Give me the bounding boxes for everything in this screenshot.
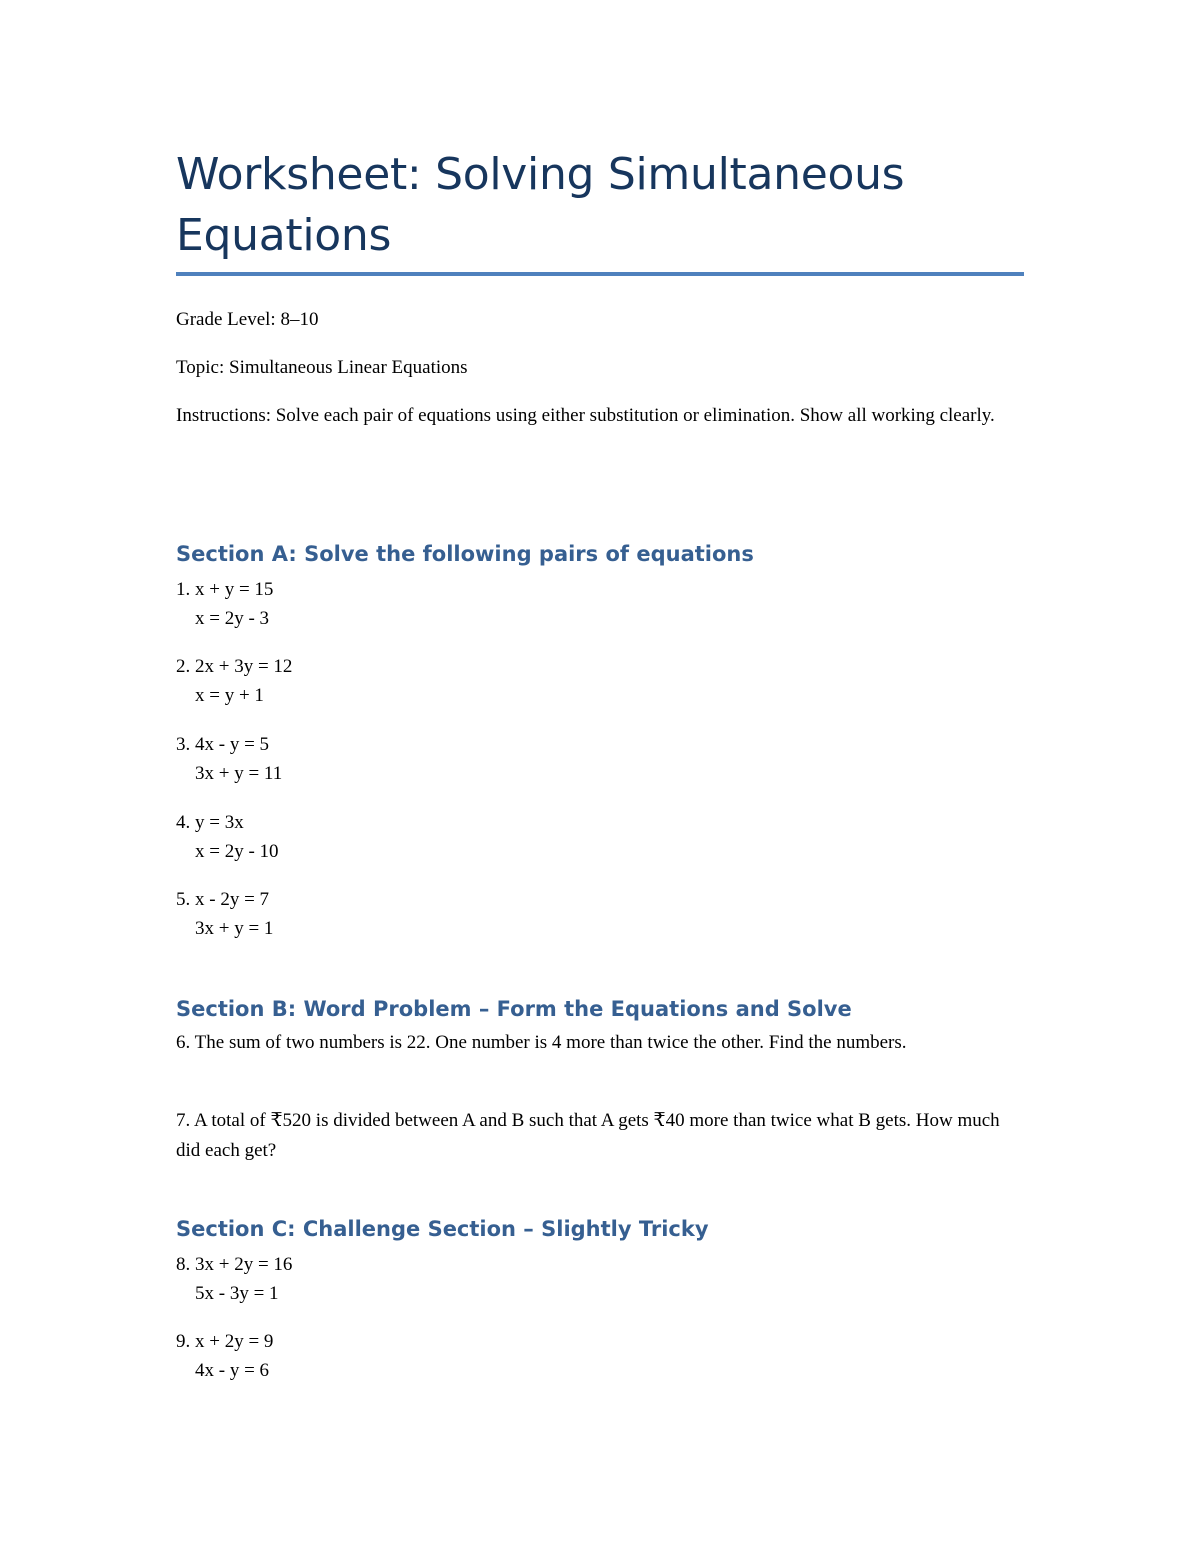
problem-2-eq2: x = y + 1 xyxy=(195,685,264,706)
problem-5 xyxy=(176,885,1024,943)
problem-9-eq1: 9. x + 2y = 9 xyxy=(176,1331,274,1352)
problem-6: 6. The sum of two numbers is 22. One number is 4 more than twice the other. Find the numbers. xyxy=(176,1032,907,1053)
problem-1-eq1: 1. x + y = 15 xyxy=(176,579,274,600)
problem-7: 7. A total of ₹520 is divided between A and B such that A gets ₹40 more than twice what B gets. How much did each get? xyxy=(176,1110,1000,1161)
problem-1-eq2: x = 2y - 3 xyxy=(195,608,270,629)
topic: Topic: Simultaneous Linear Equations xyxy=(176,357,468,378)
problem-5-eq1: 5. x - 2y = 7 xyxy=(176,889,270,910)
problem-8 xyxy=(176,1250,1024,1308)
section-b-heading: Section B: Word Problem – Form the Equations and Solve xyxy=(176,997,852,1021)
problem-9 xyxy=(176,1327,1024,1385)
instructions: Instructions: Solve each pair of equations using either substitution or elimination. Show all working clearly. xyxy=(176,405,995,426)
problem-5-eq2: 3x + y = 1 xyxy=(195,918,274,939)
title-underline xyxy=(176,272,1024,276)
problem-4-eq2: x = 2y - 10 xyxy=(195,841,279,862)
page-title: Worksheet: Solving Simultaneous Equations xyxy=(176,149,905,261)
section-a-heading: Section A: Solve the following pairs of equations xyxy=(176,542,754,566)
problem-2-eq1: 2. 2x + 3y = 12 xyxy=(176,656,293,677)
problem-4 xyxy=(176,808,1024,866)
problem-3-eq1: 3. 4x - y = 5 xyxy=(176,734,270,755)
problem-4-eq1: 4. y = 3x xyxy=(176,812,244,833)
section-c-heading: Section C: Challenge Section – Slightly Tricky xyxy=(176,1217,709,1241)
problem-2 xyxy=(176,652,1024,710)
problem-3 xyxy=(176,730,1024,788)
problem-3-eq2: 3x + y = 11 xyxy=(195,763,283,784)
problem-1 xyxy=(176,575,1024,633)
problem-9-eq2: 4x - y = 6 xyxy=(195,1360,270,1381)
problem-8-eq1: 8. 3x + 2y = 16 xyxy=(176,1254,293,1275)
problem-8-eq2: 5x - 3y = 1 xyxy=(195,1283,279,1304)
grade-level: Grade Level: 8–10 xyxy=(176,309,319,330)
